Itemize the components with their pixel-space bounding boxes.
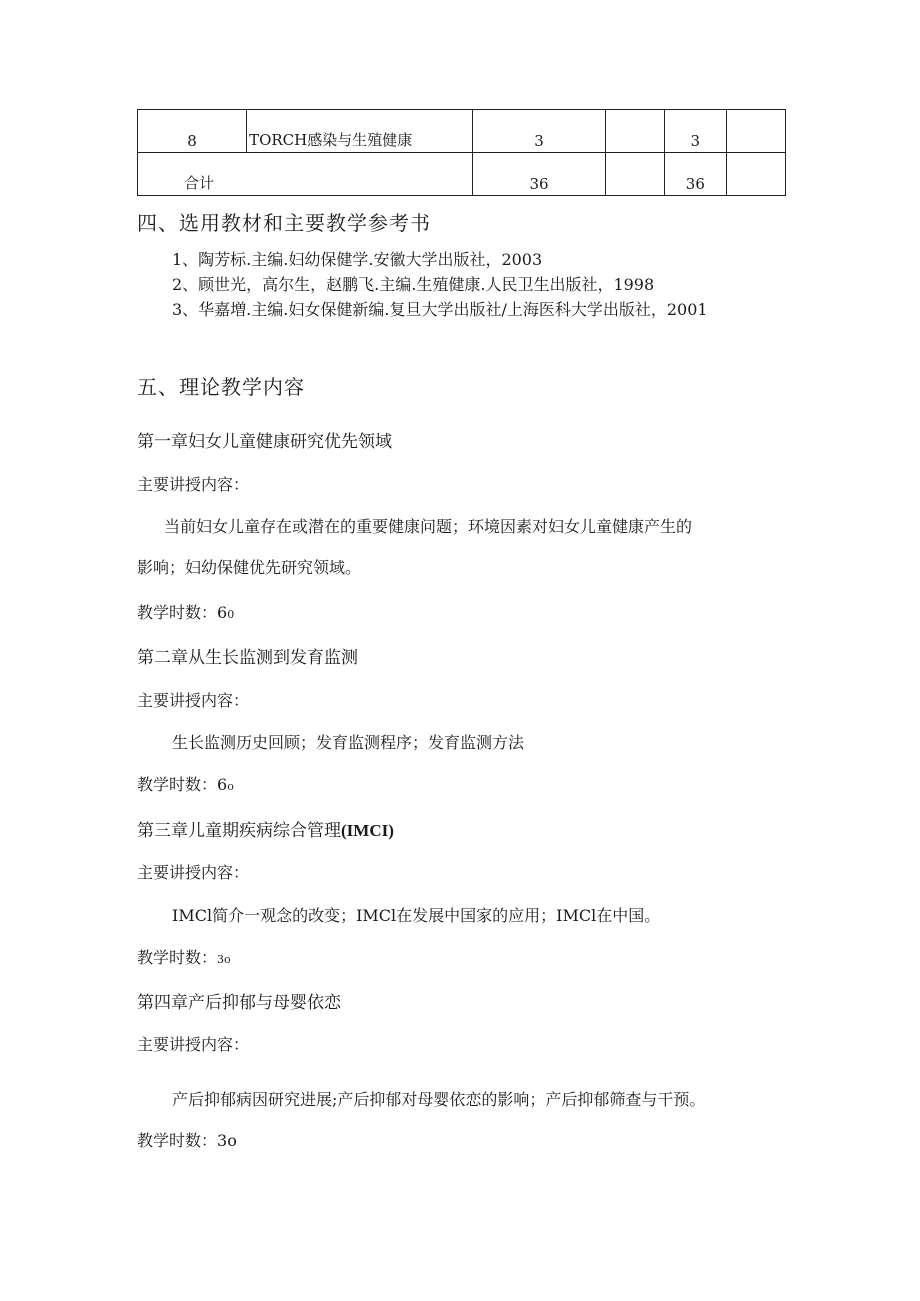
chapter-2-title: 第二章从生长监测到发育监测 [137,648,358,668]
chapter-3-content: IMCl简介一观念的改变；IMCl在发展中国家的应用；IMCl在中国。 [172,906,661,925]
topic-cell: TORCH感染与生殖健康 [247,110,473,153]
content-label: 主要讲授内容： [137,691,250,710]
content-label: 主要讲授内容： [137,1035,250,1054]
note-cell [726,110,785,153]
note-total-cell [726,153,785,196]
chapter-1-title: 第一章妇女儿童健康研究优先领域 [137,432,392,452]
reference-item: 3、华嘉増.主编.妇女保健新编.复旦大学出版社/上海医科大学出版社，2001 [172,300,708,319]
hours-table [137,109,786,196]
chapter-1-hours: 教学时数：60 [137,603,235,622]
chapter-2-hours: 教学时数：6o [137,775,234,794]
reference-item: 2、顾世光，高尔生，赵鹏飞.主编.生殖健康.人民卫生出版社，1998 [172,275,655,294]
chapter-2-content: 生长监测历史回顾；发育监测程序；发育监测方法 [172,733,525,752]
total-hours-cell: 3 [665,110,727,153]
chapter-4-title: 第四章产后抑郁与母婴依恋 [137,993,341,1013]
practice-total-cell [605,153,664,196]
practice-hours-cell [605,110,664,153]
theory-hours-cell: 3 [473,110,605,153]
chapter-1-content-cont: 影响；妇幼保健优先研究领域。 [137,558,362,577]
chapter-3-title: 第三章儿童期疾病综合管理(IMCI) [137,821,394,841]
chapter-4-content: 产后抑郁病因研究进展;产后抑郁对母婴依恋的影响；产后抑郁筛查与干预。 [172,1090,706,1109]
chapter-1-content: 当前妇女儿童存在或潜在的重要健康问题；环境因素对妇女儿童健康产生的 [164,517,693,536]
section-4-title: 四、选用教材和主要教学参考书 [137,211,431,235]
table-row-total [138,153,786,196]
grand-total-cell: 36 [665,153,727,196]
row-number-cell: 8 [138,110,247,153]
content-label: 主要讲授内容： [137,475,250,494]
table-row [138,110,786,153]
total-label-cell: 合计 [138,153,473,196]
reference-item: 1、陶芳标.主编.妇幼保健学.安徽大学出版社，2003 [172,250,543,269]
chapter-3-hours: 教学时数：3o [137,948,231,967]
theory-total-cell: 36 [473,153,605,196]
section-5-title: 五、理论教学内容 [137,375,305,399]
content-label: 主要讲授内容： [137,863,250,882]
chapter-4-hours: 教学时数：3o [137,1131,237,1150]
